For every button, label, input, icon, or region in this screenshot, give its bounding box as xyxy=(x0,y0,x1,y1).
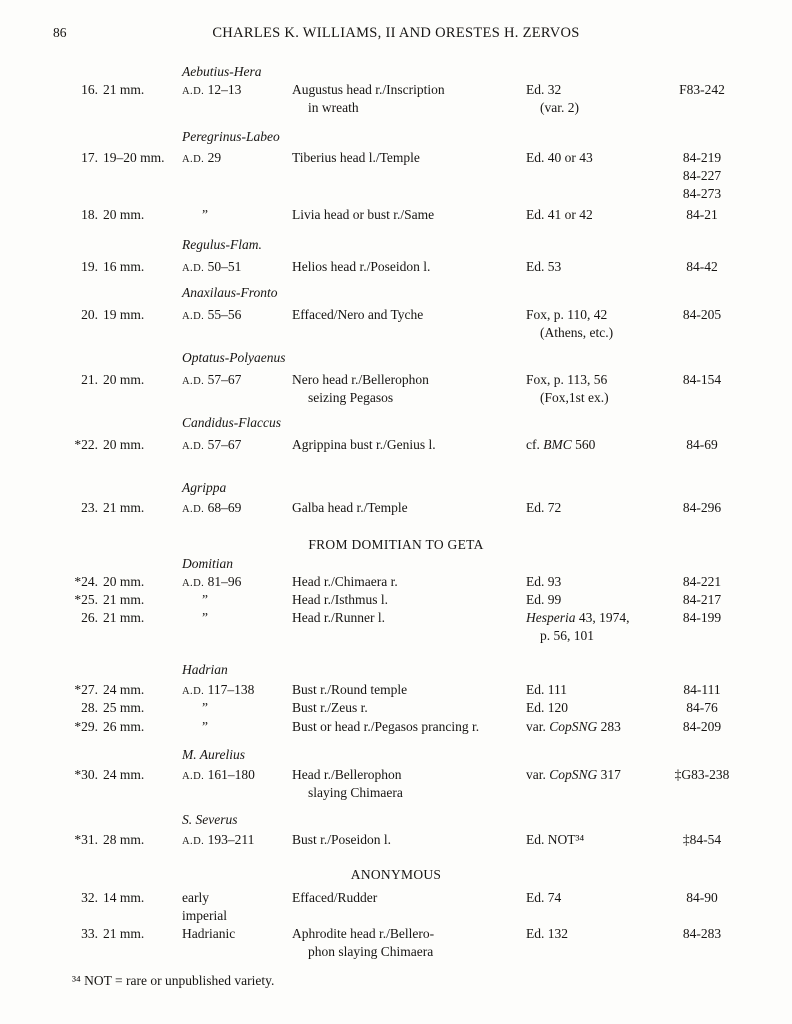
entry-reference-line: p. 56, 101 xyxy=(540,628,594,643)
entry-description-line: Head r./Runner l. xyxy=(292,610,385,625)
entry-size: 14 mm. xyxy=(103,890,145,905)
entry-date: A.D. 68–69 xyxy=(182,500,242,515)
section-heading: ANONYMOUS xyxy=(350,867,442,882)
entry-date: A.D. 117–138 xyxy=(182,682,255,697)
ad-abbreviation: A.D. xyxy=(182,376,205,387)
entry-size: 24 mm. xyxy=(103,767,145,782)
entry-reference-line: (Athens, etc.) xyxy=(540,325,614,340)
entry-number: 17. xyxy=(81,150,98,165)
entry-date: A.D. 55–56 xyxy=(182,307,242,322)
ditto-mark: ” xyxy=(202,592,208,607)
ad-abbreviation: A.D. xyxy=(182,771,205,782)
entry-size: 24 mm. xyxy=(103,682,145,697)
magistrate-name: Agrippa xyxy=(182,480,227,495)
entry-size: 25 mm. xyxy=(103,700,145,715)
entry-date: A.D. 81–96 xyxy=(182,574,242,589)
entry-date: A.D. 12–13 xyxy=(182,82,242,97)
ditto-mark: ” xyxy=(202,700,208,715)
entry-catalog-number: ‡G83-238 xyxy=(674,767,730,782)
magistrate-name: M. Aurelius xyxy=(182,747,245,762)
ad-abbreviation: A.D. xyxy=(182,836,205,847)
entry-size: 21 mm. xyxy=(103,926,145,941)
entry-reference-line: Ed. 40 or 43 xyxy=(526,150,593,165)
entry-number: 32. xyxy=(81,890,98,905)
entry-description-line: Nero head r./Bellerophon xyxy=(292,372,429,387)
entry-catalog-number: 84-221 xyxy=(682,574,722,589)
entry-catalog-number: 84-42 xyxy=(686,259,718,274)
entry-size: 20 mm. xyxy=(103,372,145,387)
entry-size: 19 mm. xyxy=(103,307,145,322)
entry-description-line: Augustus head r./Inscription xyxy=(292,82,445,97)
magistrate-name: Candidus-Flaccus xyxy=(182,415,281,430)
footnote: ³⁴ NOT = rare or unpublished variety. xyxy=(72,973,275,988)
entry-date: imperial xyxy=(182,908,227,923)
entry-date: Hadrianic xyxy=(182,926,236,941)
entry-description-line: phon slaying Chimaera xyxy=(308,944,434,959)
magistrate-name: Anaxilaus-Fronto xyxy=(182,285,278,300)
entry-number: 19. xyxy=(81,259,98,274)
entry-description-line: Head r./Chimaera r. xyxy=(292,574,398,589)
entry-catalog-number: 84-76 xyxy=(686,700,718,715)
entry-number: *22. xyxy=(74,437,98,452)
page-title: CHARLES K. WILLIAMS, II AND ORESTES H. ZERVOS xyxy=(212,25,580,41)
entry-date: early xyxy=(182,890,209,905)
entry-description-line: Bust r./Zeus r. xyxy=(292,700,368,715)
entry-reference-line: (Fox,1st ex.) xyxy=(540,390,609,405)
entry-reference-line: Ed. 132 xyxy=(526,926,568,941)
entry-reference-line: Ed. 72 xyxy=(526,500,562,515)
entry-description-line: Galba head r./Temple xyxy=(292,500,408,515)
entry-size: 21 mm. xyxy=(103,82,145,97)
entry-number: 26. xyxy=(81,610,98,625)
entry-size: 20 mm. xyxy=(103,207,145,222)
ad-abbreviation: A.D. xyxy=(182,686,205,697)
entry-number: 21. xyxy=(81,372,98,387)
entry-date: A.D. 57–67 xyxy=(182,372,242,387)
ad-abbreviation: A.D. xyxy=(182,154,205,165)
entry-catalog-number: 84-111 xyxy=(683,682,721,697)
entry-description-line: Helios head r./Poseidon l. xyxy=(292,259,431,274)
section-heading: FROM DOMITIAN TO GETA xyxy=(308,537,484,552)
entry-reference-line: Fox, p. 113, 56 xyxy=(526,372,608,387)
entry-catalog-number: 84-296 xyxy=(682,500,722,515)
entry-date: A.D. 161–180 xyxy=(182,767,255,782)
entry-description-line: Bust or head r./Pegasos prancing r. xyxy=(292,719,480,734)
entry-description-line: in wreath xyxy=(308,100,359,115)
entry-size: 20 mm. xyxy=(103,437,145,452)
entry-reference-line: Ed. 53 xyxy=(526,259,562,274)
entry-reference-line: Fox, p. 110, 42 xyxy=(526,307,608,322)
entry-description-line: Head r./Isthmus l. xyxy=(292,592,388,607)
entry-catalog-number: 84-205 xyxy=(682,307,722,322)
magistrate-name: S. Severus xyxy=(182,812,238,827)
entry-number: *25. xyxy=(74,592,98,607)
magistrate-name: Domitian xyxy=(182,556,234,571)
entry-number: 20. xyxy=(81,307,98,322)
entry-number: *27. xyxy=(74,682,98,697)
entry-reference-line: Ed. 99 xyxy=(526,592,562,607)
magistrate-name: Optatus-Polyaenus xyxy=(182,350,286,365)
entry-reference-line: Ed. 32 xyxy=(526,82,562,97)
entry-number: 23. xyxy=(81,500,98,515)
entry-catalog-number: 84-69 xyxy=(686,437,718,452)
entry-number: *31. xyxy=(74,832,98,847)
entry-reference-line: Ed. NOT³⁴ xyxy=(526,832,585,847)
entry-date: A.D. 57–67 xyxy=(182,437,242,452)
entry-catalog-number: 84-273 xyxy=(682,186,722,201)
entry-description-line: Agrippina bust r./Genius l. xyxy=(292,437,436,452)
entry-size: 19–20 mm. xyxy=(103,150,165,165)
entry-size: 16 mm. xyxy=(103,259,145,274)
entry-reference-line: Ed. 74 xyxy=(526,890,562,905)
page-number: 86 xyxy=(53,25,67,40)
entry-catalog-number: ‡84-54 xyxy=(682,832,722,847)
entry-number: 33. xyxy=(81,926,98,941)
entry-size: 20 mm. xyxy=(103,574,145,589)
entry-description-line: Head r./Bellerophon xyxy=(292,767,402,782)
entry-date: A.D. 50–51 xyxy=(182,259,242,274)
entry-date: A.D. 193–211 xyxy=(182,832,255,847)
entry-reference-line: Ed. 41 or 42 xyxy=(526,207,593,222)
entry-size: 21 mm. xyxy=(103,500,145,515)
entry-number: *24. xyxy=(74,574,98,589)
entry-description-line: Tiberius head l./Temple xyxy=(292,150,420,165)
ditto-mark: ” xyxy=(202,610,208,625)
entry-number: 18. xyxy=(81,207,98,222)
entry-catalog-number: 84-199 xyxy=(682,610,722,625)
entry-number: *30. xyxy=(74,767,98,782)
entry-description-line: Effaced/Nero and Tyche xyxy=(292,307,424,322)
entry-description-line: Aphrodite head r./Bellero- xyxy=(292,926,435,941)
entry-reference-line: Ed. 111 xyxy=(526,682,567,697)
entry-size: 26 mm. xyxy=(103,719,145,734)
entry-number: 16. xyxy=(81,82,98,97)
entry-description-line: Effaced/Rudder xyxy=(292,890,378,905)
ad-abbreviation: A.D. xyxy=(182,504,205,515)
entry-catalog-number: 84-219 xyxy=(682,150,722,165)
ad-abbreviation: A.D. xyxy=(182,263,205,274)
entry-size: 21 mm. xyxy=(103,610,145,625)
entry-catalog-number: 84-227 xyxy=(682,168,722,183)
entry-reference-line: var. CopSNG 283 xyxy=(526,719,621,734)
ad-abbreviation: A.D. xyxy=(182,311,205,322)
entry-catalog-number: 84-154 xyxy=(682,372,722,387)
ad-abbreviation: A.D. xyxy=(182,578,205,589)
magistrate-name: Aebutius-Hera xyxy=(182,64,262,79)
magistrate-name: Hadrian xyxy=(182,662,228,677)
ad-abbreviation: A.D. xyxy=(182,441,205,452)
entry-number: *29. xyxy=(74,719,98,734)
entry-reference-line: var. CopSNG 317 xyxy=(526,767,621,782)
entry-catalog-number: 84-209 xyxy=(682,719,722,734)
entry-reference-line: (var. 2) xyxy=(540,100,579,115)
entry-size: 28 mm. xyxy=(103,832,145,847)
entry-catalog-number: 84-21 xyxy=(686,207,718,222)
entry-description-line: Bust r./Round temple xyxy=(292,682,408,697)
entry-description-line: slaying Chimaera xyxy=(308,785,403,800)
entry-description-line: Bust r./Poseidon l. xyxy=(292,832,392,847)
entry-catalog-number: 84-217 xyxy=(682,592,722,607)
entry-reference-line: Ed. 93 xyxy=(526,574,562,589)
entry-description-line: Livia head or bust r./Same xyxy=(292,207,435,222)
entry-description-line: seizing Pegasos xyxy=(308,390,394,405)
ad-abbreviation: A.D. xyxy=(182,86,205,97)
entry-size: 21 mm. xyxy=(103,592,145,607)
magistrate-name: Peregrinus-Labeo xyxy=(182,129,280,144)
entry-reference-line: Ed. 120 xyxy=(526,700,568,715)
entry-date: A.D. 29 xyxy=(182,150,222,165)
entry-reference-line: cf. BMC 560 xyxy=(526,437,596,452)
entry-reference-line: Hesperia 43, 1974, xyxy=(526,610,630,625)
entry-number: 28. xyxy=(81,700,98,715)
entry-catalog-number: 84-90 xyxy=(686,890,718,905)
ditto-mark: ” xyxy=(202,719,208,734)
entry-catalog-number: 84-283 xyxy=(682,926,722,941)
magistrate-name: Regulus-Flam. xyxy=(182,237,262,252)
entry-catalog-number: F83-242 xyxy=(679,82,725,97)
ditto-mark: ” xyxy=(202,207,208,222)
